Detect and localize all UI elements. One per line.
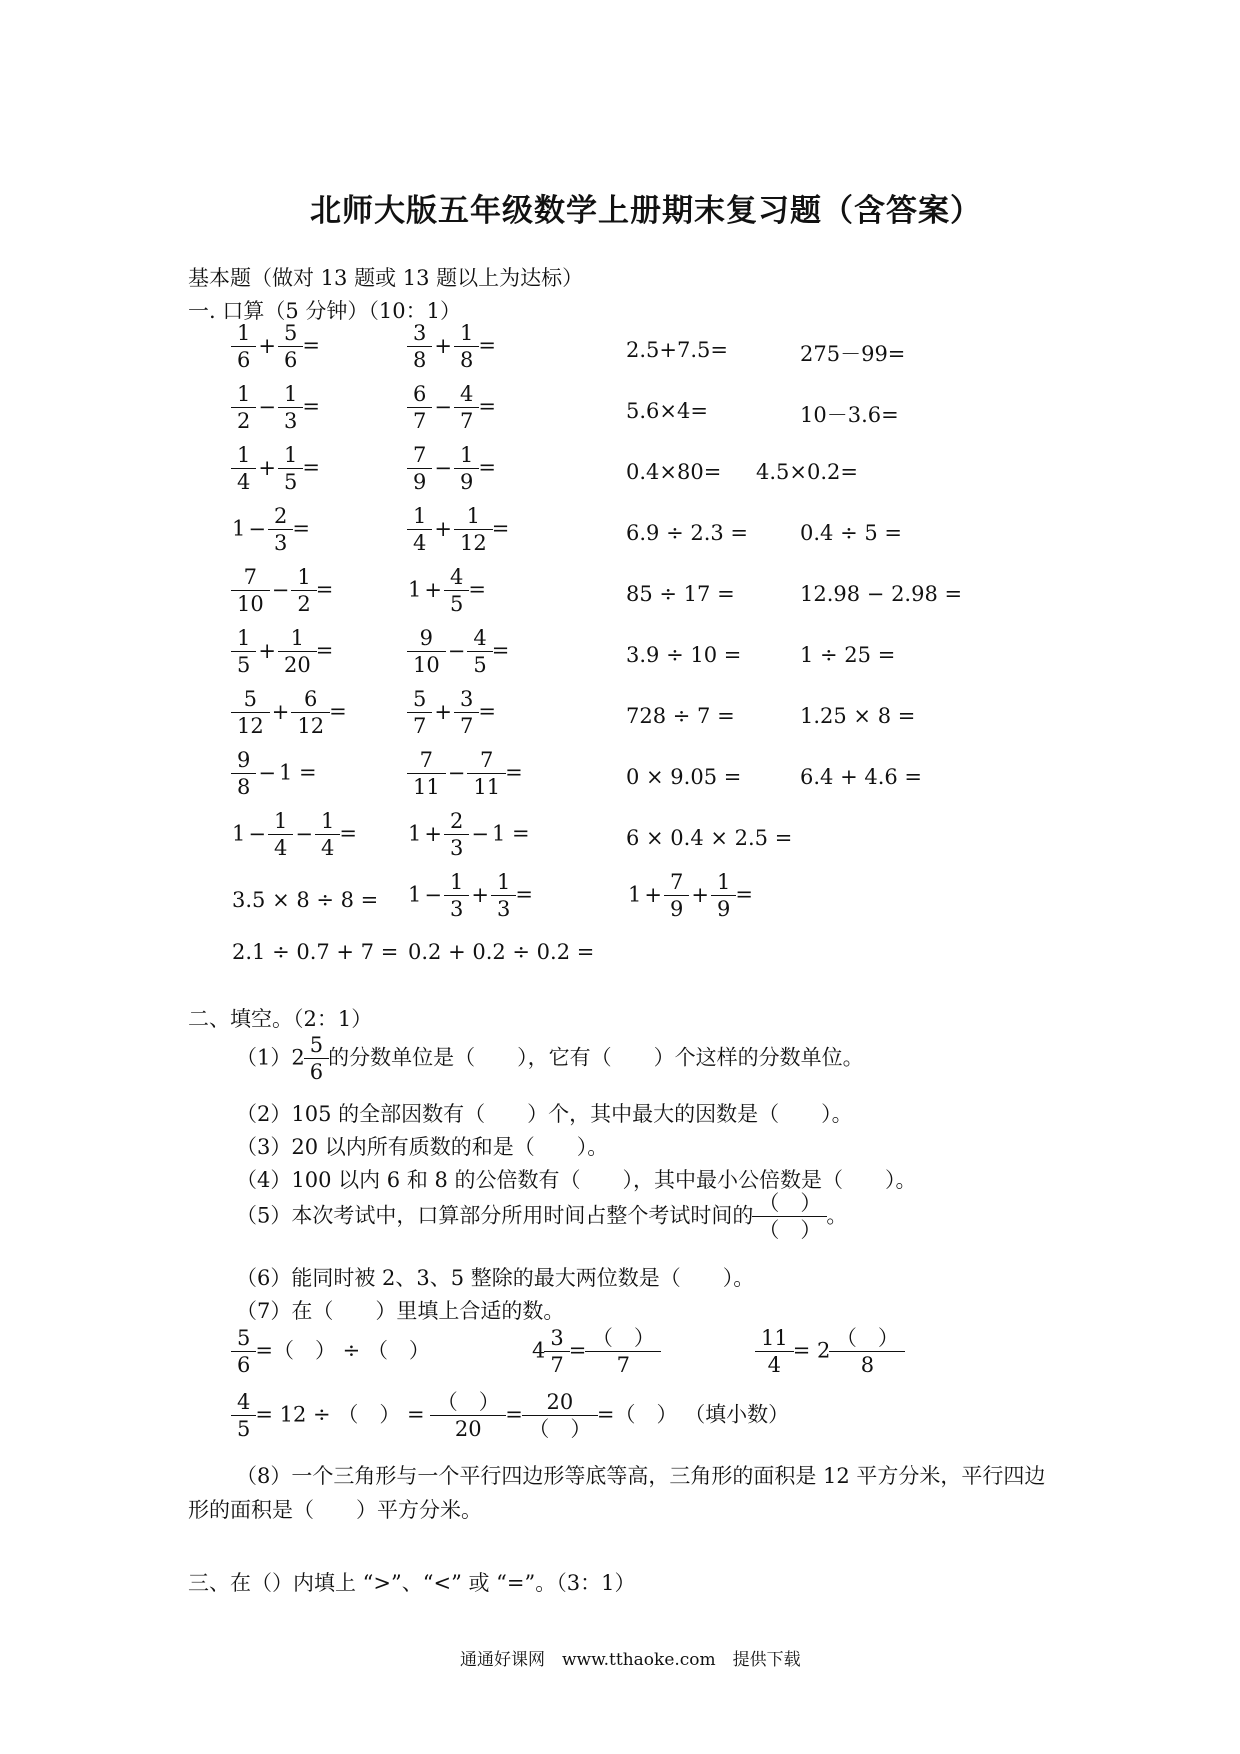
expr-r3c2: $\frac{7}{9}$ − $\frac{1}{9}$ = [408, 445, 496, 493]
expr-r11c2: 0.2 + 0.2 ÷ 0.2 = [408, 940, 595, 964]
expr-r5c2: 1 + $\frac{4}{5}$ = [408, 565, 486, 616]
expr-c4-1: 275－99= [800, 342, 906, 366]
expr-r6c2: $\frac{9}{10}$ − $\frac{4}{5}$ = [408, 628, 509, 676]
fill-q3: （3）20 以内所有质数的和是（ ）。 [236, 1135, 609, 1159]
expr-c3-8: 0 × 9.05 = [626, 765, 742, 789]
expr-c3-5: 85 ÷ 17 = [626, 582, 735, 606]
fill-q1: （1）2 $\frac{5}{6}$ 的分数单位是（ ），它有（ ）个这样的分数单位。 [236, 1033, 864, 1084]
expr-c4-8: 6.4 + 4.6 = [800, 765, 923, 789]
section1-heading: 一. 口算（5 分钟）（10：1） [188, 299, 461, 323]
expr-r6c1: $\frac{1}{5}$ + $\frac{1}{20}$ = [232, 628, 333, 676]
expr-c4-3: 4.5×0.2= [756, 460, 858, 484]
basic-note: 基本题（做对 13 题或 13 题以上为达标） [188, 266, 584, 290]
expr-r2c1: $\frac{1}{2}$ − $\frac{1}{3}$ = [232, 384, 320, 432]
expr-r1c1: $\frac{1}{6}$ + $\frac{5}{6}$ = [232, 323, 320, 371]
expr-r7c1: $\frac{5}{12}$ + $\frac{6}{12}$ = [232, 689, 347, 737]
section2-heading: 二、填空。（2：1） [188, 1007, 373, 1031]
expr-c3-2: 5.6×4= [626, 399, 708, 423]
expr-r1c2: $\frac{3}{8}$ + $\frac{1}{8}$ = [408, 323, 496, 371]
section3-heading: 三、在（）内填上 “>”、“<” 或 “=”。（3：1） [188, 1571, 636, 1595]
expr-r8c2: $\frac{7}{11}$ − $\frac{7}{11}$ = [408, 750, 523, 798]
fill-q2: （2）105 的全部因数有（ ）个，其中最大的因数是（ ）。 [236, 1102, 853, 1126]
fill-q7: （7）在（ ）里填上合适的数。 [236, 1299, 565, 1323]
expr-r9c2: 1 + $\frac{2}{3}$ − 1 = [408, 809, 530, 860]
expr-r9c1: 1 − $\frac{1}{4}$ − $\frac{1}{4}$ = [232, 809, 357, 860]
fill-q6: （6）能同时被 2、3、5 整除的最大两位数是（ ）。 [236, 1266, 755, 1290]
fill-q4: （4）100 以内 6 和 8 的公倍数有（ ），其中最小公倍数是（ ）。 [236, 1168, 917, 1192]
fill-q5: （5）本次考试中，口算部分所用时间占整个考试时间的 $\frac{( )}{( )}$ 。 [236, 1191, 848, 1242]
expr-c4-5: 12.98 − 2.98 = [800, 582, 963, 606]
expr-r10c3: 1 + $\frac{7}{9}$ + $\frac{1}{9}$ = [628, 870, 753, 921]
fill-q7-expr4: $\frac{4}{5}$ = 12 ÷ （ ） = $\frac{( )}{20}$ = $\frac{20}{( )}$ =（ ） （填小数） [232, 1392, 789, 1440]
expr-r5c1: $\frac{7}{10}$ − $\frac{1}{2}$ = [232, 567, 333, 615]
expr-r4c2: $\frac{1}{4}$ + $\frac{1}{12}$ = [408, 506, 509, 554]
expr-c3-4: 6.9 ÷ 2.3 = [626, 521, 749, 545]
expr-r4c1: 1 − $\frac{2}{3}$ = [232, 504, 310, 555]
expr-c3-1: 2.5+7.5= [626, 338, 728, 362]
expr-c3-3: 0.4×80= [626, 460, 722, 484]
expr-r2c2: $\frac{6}{7}$ − $\frac{4}{7}$ = [408, 384, 496, 432]
expr-c4-4: 0.4 ÷ 5 = [800, 521, 902, 545]
fill-q8-line2: 形的面积是（ ）平方分米。 [188, 1498, 482, 1522]
fill-q7-expr1: $\frac{5}{6}$ =（ ） ÷ （ ） [232, 1328, 430, 1376]
expr-c4-6: 1 ÷ 25 = [800, 643, 896, 667]
expr-r8c1: $\frac{9}{8}$ − 1 = [232, 750, 317, 798]
expr-r11c1: 2.1 ÷ 0.7 + 7 = [232, 940, 399, 964]
expr-r3c1: $\frac{1}{4}$ + $\frac{1}{5}$ = [232, 445, 320, 493]
fill-q7-expr3: $\frac{11}{4}$ = 2 $\frac{( )}{8}$ [756, 1328, 904, 1376]
footer-source: 通通好课网 www.tthaoke.com 提供下载 [460, 1650, 801, 1670]
fill-q8-line1: （8）一个三角形与一个平行四边形等底等高，三角形的面积是 12 平方分米，平行四边 [236, 1464, 1046, 1488]
page-title: 北师大版五年级数学上册期末复习题（含答案） [310, 193, 982, 229]
fill-q7-expr2: 4 $\frac{3}{7}$ = $\frac{( )}{7}$ [532, 1328, 660, 1376]
expr-c3-9: 6 × 0.4 × 2.5 = [626, 826, 793, 850]
expr-c3-7: 728 ÷ 7 = [626, 704, 735, 728]
expr-r10c2: 1 − $\frac{1}{3}$ + $\frac{1}{3}$ = [408, 870, 533, 921]
expr-c4-7: 1.25 × 8 = [800, 704, 916, 728]
expr-r7c2: $\frac{5}{7}$ + $\frac{3}{7}$ = [408, 689, 496, 737]
expr-r10c1: 3.5 × 8 ÷ 8 = [232, 888, 379, 912]
expr-c3-6: 3.9 ÷ 10 = [626, 643, 742, 667]
expr-c4-2: 10－3.6= [800, 403, 899, 427]
